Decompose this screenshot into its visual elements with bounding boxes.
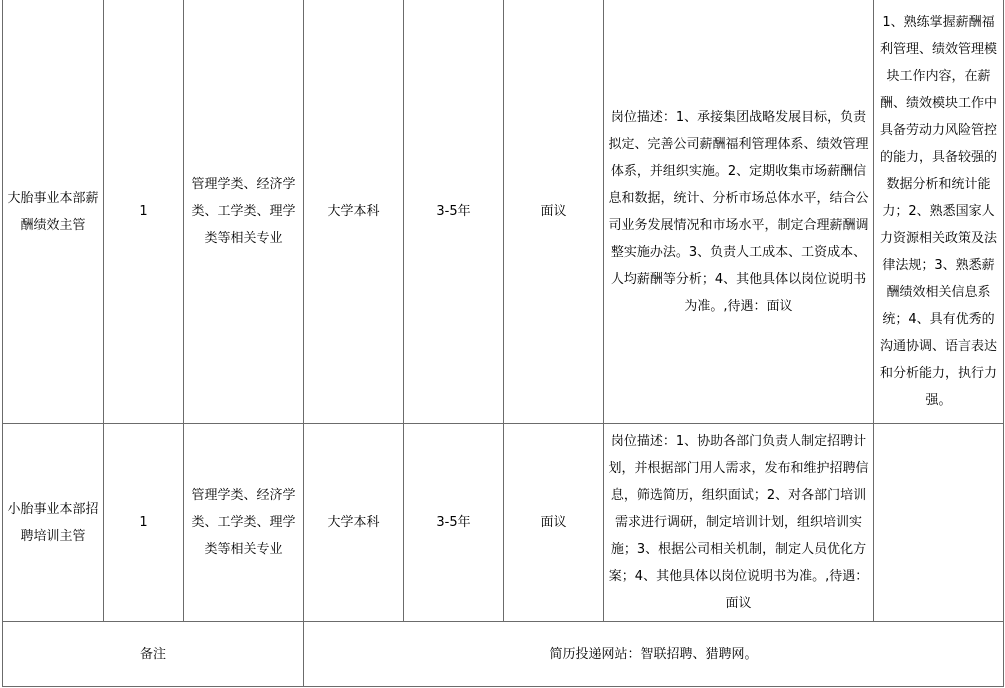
requirements-cell: 1、熟练掌握薪酬福利管理、绩效管理模块工作内容，在薪酬、绩效模块工作中具备劳动力风险管控的能力，具备较强的数据分析和统计能力；2、熟悉国家人力资源相关政策及法律法规；3、熟悉薪酬绩效相关信息系统；4、具有优秀的沟通协调、语言表达和分析能力，执行力强。 (874, 0, 1004, 424)
position-cell: 小胎事业本部招聘培训主管 (3, 424, 104, 622)
headcount-cell: 1 (104, 0, 184, 424)
education-cell: 大学本科 (304, 424, 404, 622)
remarks-value: 简历投递网站：智联招聘、猎聘网。 (304, 622, 1004, 687)
table-row (3, 0, 1004, 424)
headcount-cell: 1 (104, 424, 184, 622)
description-cell: 岗位描述：1、协助各部门负责人制定招聘计划，并根据部门用人需求，发布和维护招聘信息，筛选简历，组织面试；2、对各部门培训需求进行调研，制定培训计划，组织培训实施；3、根据公司相关机制，制定人员优化方案；4、其他具体以岗位说明书为准。,待遇：面议 (604, 424, 874, 622)
job-listing-table (2, 0, 1004, 687)
experience-cell: 3-5年 (404, 0, 504, 424)
remarks-row (3, 622, 1004, 687)
salary-cell: 面议 (504, 424, 604, 622)
experience-cell: 3-5年 (404, 424, 504, 622)
salary-cell: 面议 (504, 0, 604, 424)
requirements-cell (874, 424, 1004, 622)
major-cell: 管理学类、经济学类、工学类、理学类等相关专业 (184, 0, 304, 424)
position-cell: 大胎事业本部薪酬绩效主管 (3, 0, 104, 424)
table-row (3, 424, 1004, 622)
description-cell: 岗位描述：1、承接集团战略发展目标，负责拟定、完善公司薪酬福利管理体系、绩效管理体系，并组织实施。2、定期收集市场薪酬信息和数据，统计、分析市场总体水平，结合公司业务发展情况和市场水平，制定合理薪酬调整实施办法。3、负责人工成本、工资成本、人均薪酬等分析；4、其他具体以岗位说明书为准。,待遇：面议 (604, 0, 874, 424)
remarks-label: 备注 (3, 622, 304, 687)
major-cell: 管理学类、经济学类、工学类、理学类等相关专业 (184, 424, 304, 622)
education-cell: 大学本科 (304, 0, 404, 424)
